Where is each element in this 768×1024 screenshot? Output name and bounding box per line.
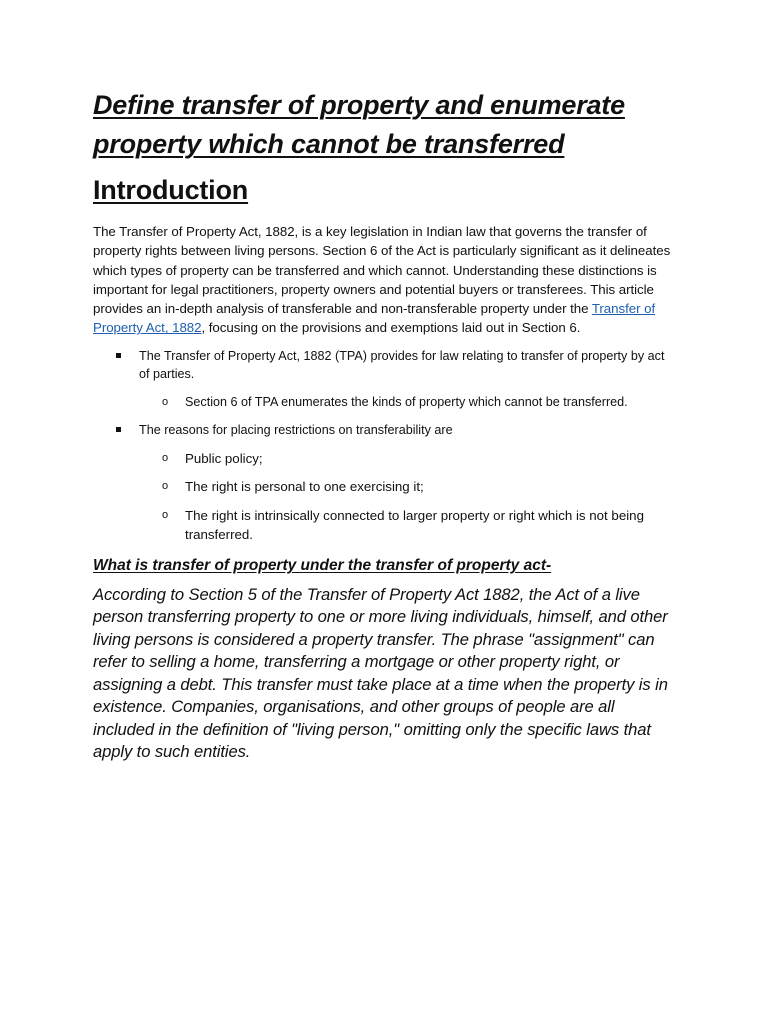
circle-bullet-icon: o	[162, 451, 169, 464]
circle-bullet-icon: o	[162, 508, 169, 521]
bullet-item	[93, 421, 674, 545]
circle-bullet-icon: o	[162, 480, 169, 493]
sub-item-text: Public policy;	[185, 450, 263, 466]
introduction-heading: Introduction	[93, 175, 249, 205]
sub-item-text: The right is personal to one exercising it;	[185, 479, 424, 495]
bullet-list	[93, 347, 674, 545]
square-bullet-icon	[116, 353, 121, 358]
bullet-item	[93, 347, 674, 411]
square-bullet-icon	[116, 427, 121, 432]
tpa-act-link[interactable]: Transfer of Property Act, 1882	[93, 301, 656, 336]
sub-item-text: Section 6 of TPA enumerates the kinds of property which cannot be transferred.	[185, 394, 628, 409]
intro-text-after-link: , focusing on the provisions and exemptions laid out in Section 6.	[201, 320, 581, 336]
circle-bullet-icon: o	[162, 395, 169, 408]
section5-paragraph: According to Section 5 of the Transfer of Property Act 1882, the Act of a live person transferring property to one or more living individuals, himself, and other living persons is considered a property transfer. The phrase "assignment" can refer to selling a home, transferring a mortgage or other property right, or assigning a debt. This transfer must take place at a time when the property is in existence. Companies, organisations, and other groups of people are all included in the definition of "living person," omitting only the specific laws that apply to such entities.	[93, 584, 668, 762]
sub-list-item	[139, 449, 674, 469]
section-subheading: What is transfer of property under the transfer of property act-	[93, 556, 552, 574]
intro-text-before-link: The Transfer of Property Act, 1882, is a key legislation in Indian law that governs the transfer of property rights between living persons. Section 6 of the Act is particularly significant as it delineates which types of property can be transferred and which cannot. Understanding these distinctions is important for legal practitioners, property owners and potential buyers or transferees. This article provides an in-depth analysis of transferable and non-transferable property under the	[93, 224, 671, 317]
document-title: Define transfer of property and enumerate property which cannot be transferred	[93, 90, 625, 159]
sub-list-item	[139, 477, 674, 497]
sub-list	[139, 449, 674, 545]
sub-list	[139, 393, 674, 411]
introduction-paragraph	[93, 222, 674, 338]
bullet-text: The reasons for placing restrictions on transferability are	[139, 422, 453, 437]
bullet-text: The Transfer of Property Act, 1882 (TPA) provides for law relating to transfer of property by act of parties.	[139, 348, 665, 381]
sub-list-item	[139, 393, 674, 411]
sub-item-text: The right is intrinsically connected to larger property or right which is not being transferred.	[185, 507, 644, 543]
sub-list-item	[139, 506, 674, 545]
